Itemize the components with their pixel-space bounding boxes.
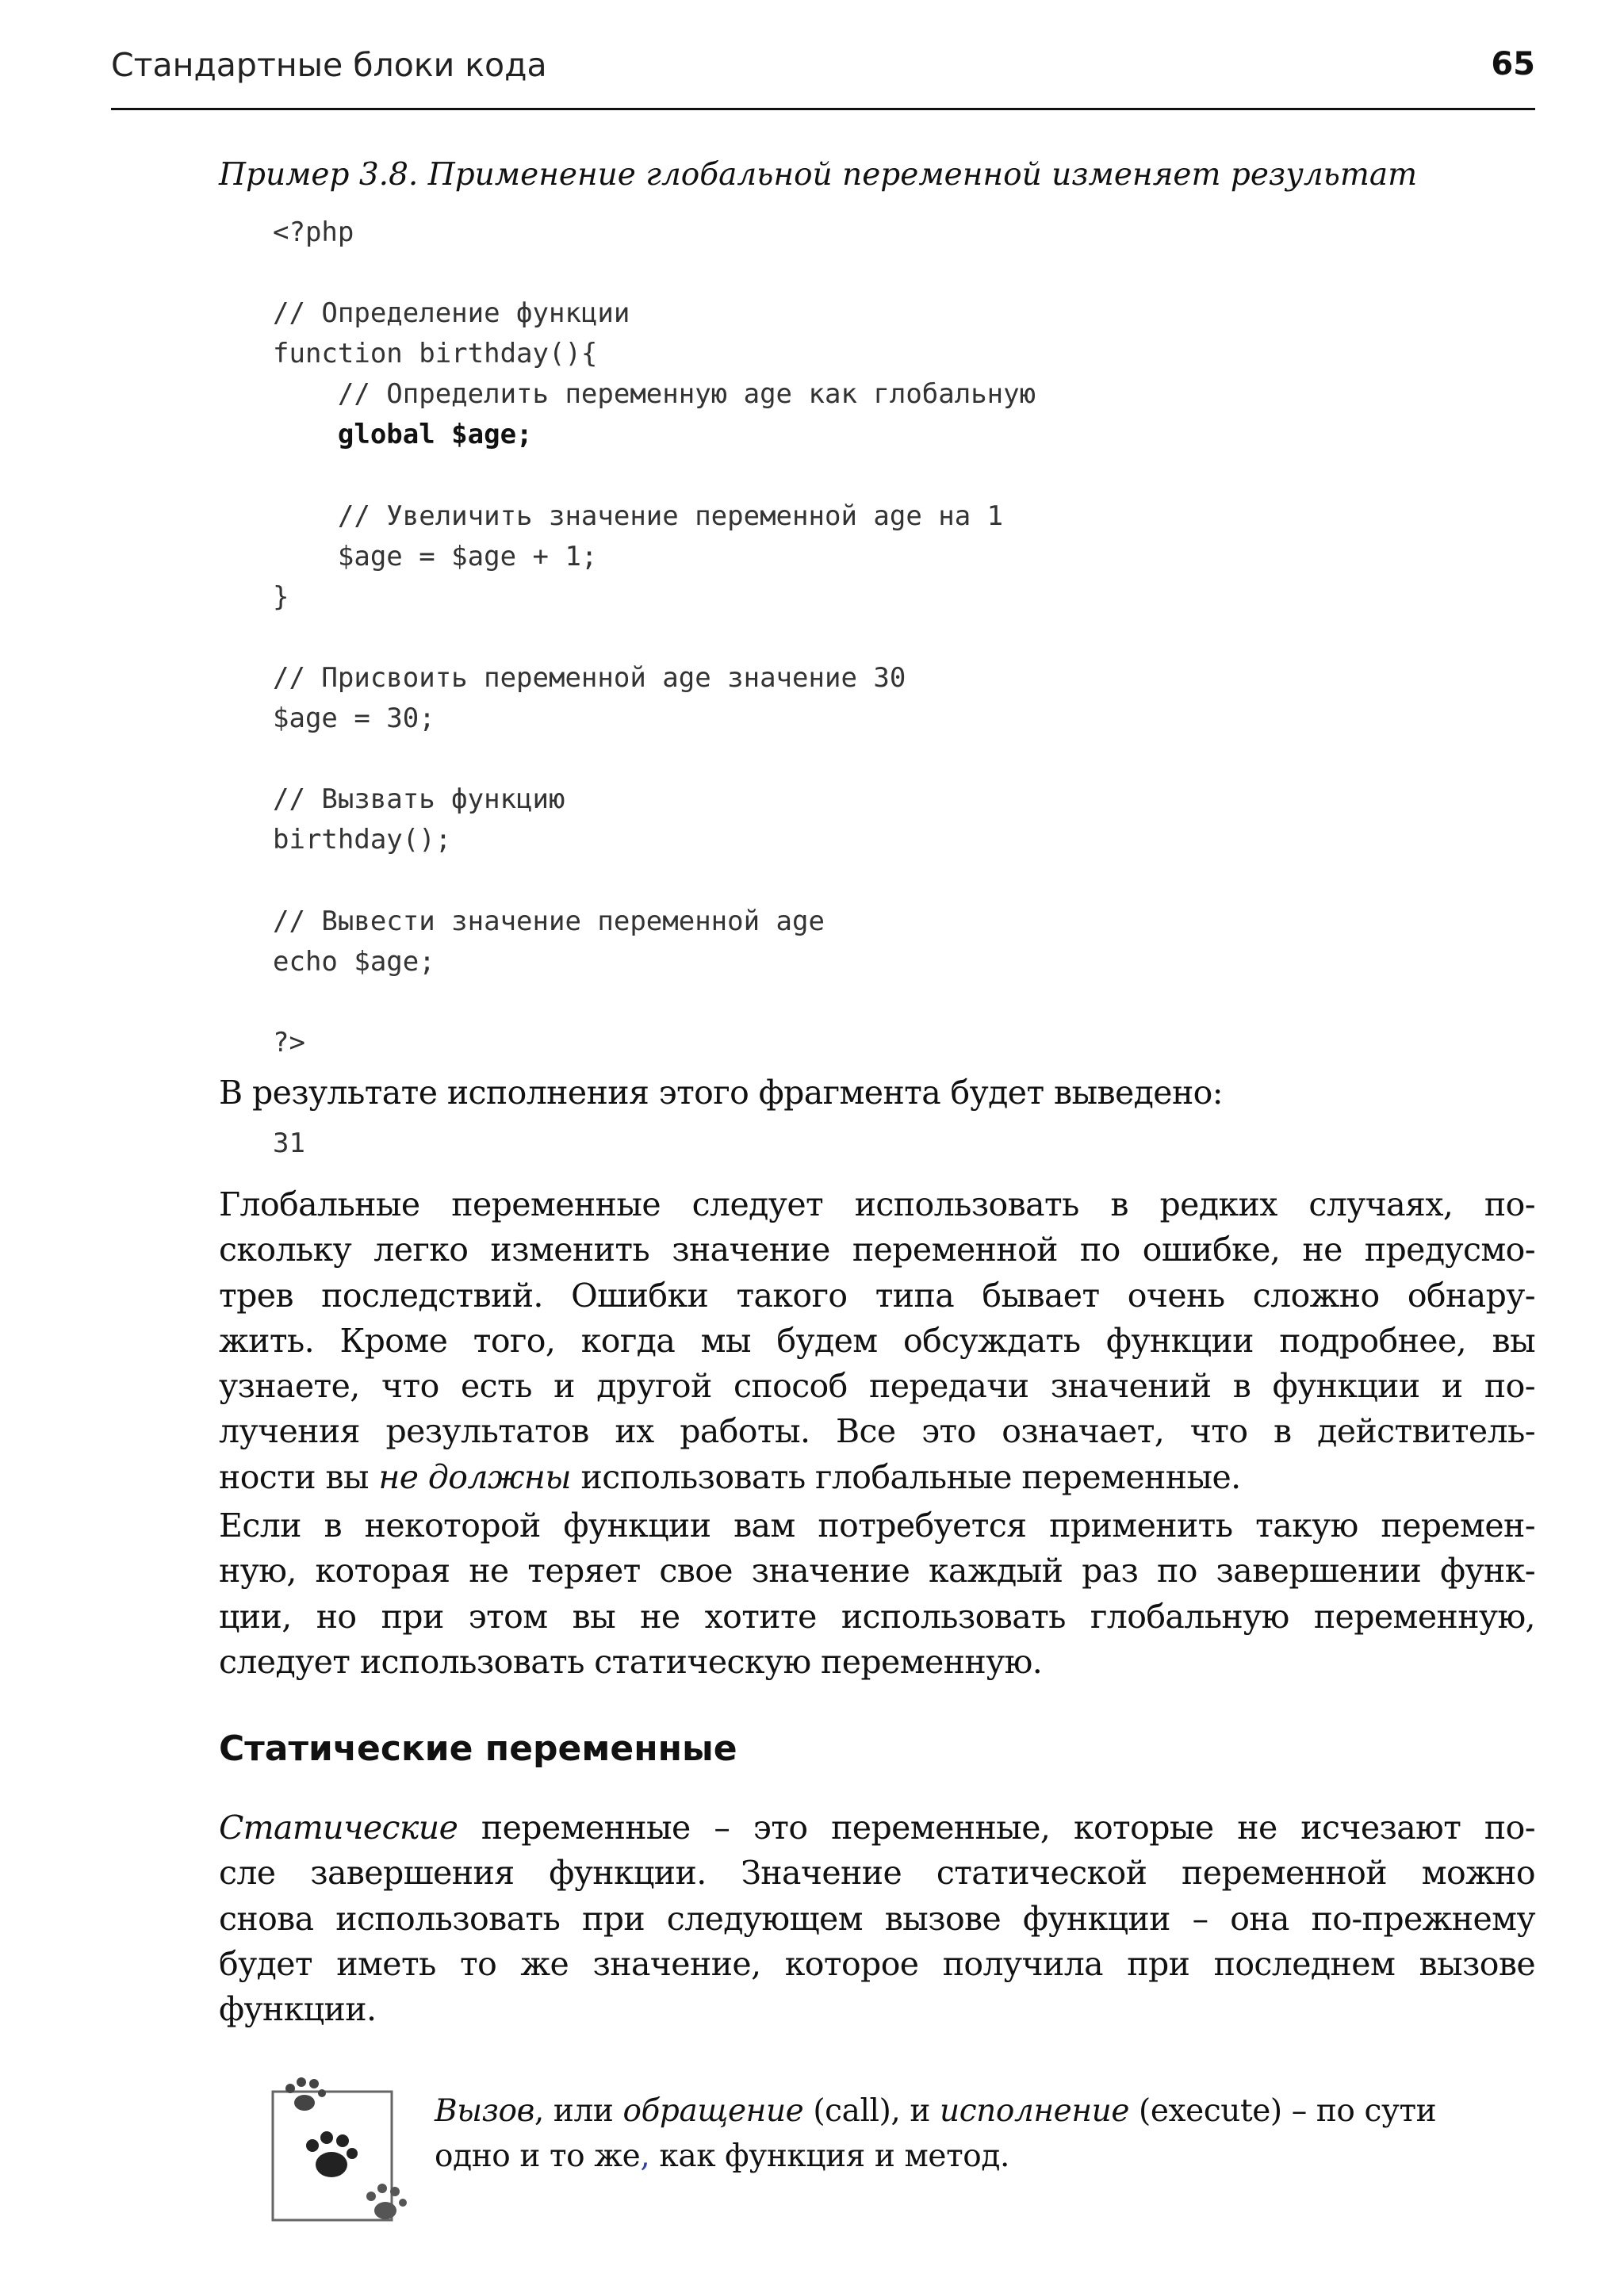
code-line: $age = $age + 1; [273, 540, 598, 572]
paragraph-static-intro [219, 1503, 1535, 1685]
text-line [219, 1455, 1535, 1500]
tip-paw-prints-icon [266, 2069, 425, 2228]
code-line: // Определение функции [273, 297, 630, 330]
code-line: // Присвоить переменной age значение 30 [273, 662, 906, 695]
text-run: одно и то же [435, 2138, 641, 2174]
text-line: Если в некоторой функции вам потребуется применить такую перемен- [219, 1506, 1535, 1545]
code-line: $age = 30; [273, 702, 435, 735]
tip-text [435, 2088, 1529, 2179]
code-line [273, 456, 1036, 496]
code-line-global: global $age; [273, 419, 533, 451]
header-rule [111, 108, 1535, 110]
code-line: birthday(); [273, 824, 452, 856]
text-line: ную, которая не теряет свое значение каждый раз по завершении функ- [219, 1552, 1535, 1591]
emphasis: исполнение [940, 2093, 1130, 2129]
text-line [435, 2088, 1529, 2134]
text-line [435, 2134, 1529, 2179]
code-line: // Увеличить значение переменной age на 1 [273, 500, 1004, 532]
text-run: использовать глобальные переменные. [571, 1457, 1241, 1496]
emphasis: не должны [378, 1457, 572, 1496]
example-caption: Пример 3.8. Применение глобальной переменной изменяет результат [219, 157, 1418, 193]
section-heading: Статические переменные [219, 1728, 737, 1769]
text-line [219, 1805, 1535, 1851]
emphasis: обращение [622, 2093, 804, 2129]
code-line [273, 618, 1036, 658]
paragraph-global-variables [219, 1182, 1535, 1500]
text-line: узнаете, что есть и другой способ передачи значений в функции и по- [219, 1367, 1535, 1406]
text-line: будет иметь то же значение, которое получила при последнем вызове [219, 1944, 1535, 1983]
text-run: (execute) – по сути [1129, 2093, 1437, 2129]
text-line: следует использовать статическую переменную. [219, 1642, 1043, 1681]
emphasis: Вызов [435, 2093, 534, 2129]
text-line: снова использовать при следующем вызове функции – она по-прежнему [219, 1899, 1535, 1938]
text-run: , или [534, 2093, 623, 2129]
code-listing [273, 212, 1036, 1063]
text-line: трев последствий. Ошибки такого типа бывает очень сложно обнару- [219, 1276, 1535, 1315]
running-title: Стандартные блоки кода [111, 46, 547, 84]
output-value: 31 [273, 1127, 305, 1159]
code-line [273, 739, 1036, 779]
output-label [219, 1070, 1535, 1116]
code-line: // Вызвать функцию [273, 783, 565, 816]
code-line: echo $age; [273, 945, 435, 978]
text-line: жить. Кроме того, когда мы будем обсуждать функции подробнее, вы [219, 1321, 1535, 1360]
text-line: ции, но при этом вы не хотите использовать глобальную переменную, [219, 1597, 1535, 1636]
text-run: как функция и метод. [649, 2138, 1009, 2174]
text-line: В результате исполнения этого фрагмента будет выведено: [219, 1074, 1223, 1112]
text-run: ности вы [219, 1457, 379, 1496]
code-line [273, 861, 1036, 902]
accent-comma: , [640, 2138, 650, 2174]
text-run: переменные – это переменные, которые не исчезают по- [458, 1809, 1535, 1847]
code-line [273, 253, 1036, 293]
emphasis: Статические [219, 1809, 458, 1847]
page-number: 65 [1491, 46, 1535, 82]
code-line: } [273, 580, 289, 613]
code-line: // Определить переменную age как глобальную [273, 378, 1036, 411]
tip-note [266, 2069, 1535, 2228]
text-line: Глобальные переменные следует использовать в редких случаях, по- [219, 1185, 1535, 1223]
code-line: function birthday(){ [273, 338, 598, 370]
code-line: ?> [273, 1026, 305, 1059]
text-line: сле завершения функции. Значение статической переменной можно [219, 1854, 1535, 1893]
running-header [111, 46, 1535, 95]
text-line: функции. [219, 1990, 377, 2029]
text-line: лучения результатов их работы. Все это означает, что в действитель- [219, 1412, 1535, 1451]
code-line [273, 982, 1036, 1023]
text-line: скольку легко изменить значение переменной по ошибке, не предусмо- [219, 1231, 1535, 1269]
code-line: <?php [273, 216, 354, 248]
code-line: // Вывести значение переменной age [273, 905, 825, 937]
text-run: (call), и [803, 2093, 940, 2129]
paragraph-static-definition [219, 1805, 1535, 2032]
